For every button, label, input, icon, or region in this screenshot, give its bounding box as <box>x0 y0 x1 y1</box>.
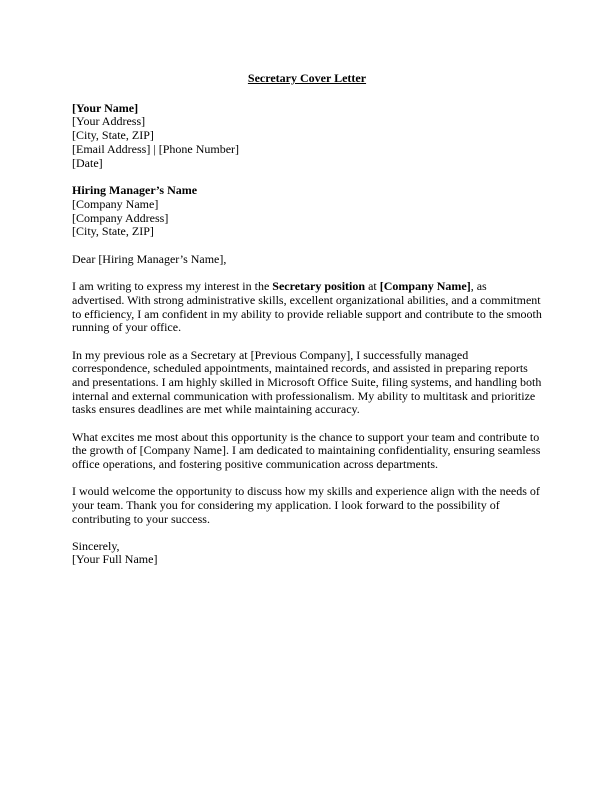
closing: Sincerely, <box>72 538 120 553</box>
recipient-name: Hiring Manager’s Name <box>72 183 198 198</box>
sender-address: [Your Address] <box>72 114 146 129</box>
paragraph-motivation: What excites me most about this opportunity is the chance to support your team and contribute to the growth of [Company Name]. I am dedicated to maintaining confidentiality, ensuring seamless office operations, and fostering positive communication across departments. <box>72 429 541 471</box>
sender-name: [Your Name] <box>72 100 139 115</box>
paragraph-intro <box>72 280 542 335</box>
salutation: Dear [Hiring Manager’s Name], <box>72 252 227 267</box>
paragraph-experience: In my previous role as a Secretary at [Previous Company], I successfully managed correspondence, scheduled appointments, maintained records, and assisted in preparing reports and presentations. I am highly skilled in Microsoft Office Suite, filing systems, and handling both internal and external communication with professionalism. My ability to multitask and prioritize tasks ensures deadlines are met while maintaining accuracy. <box>72 347 542 417</box>
sender-date: [Date] <box>72 155 103 170</box>
document-title: Secretary Cover Letter <box>247 71 367 85</box>
paragraph-intro-pre: I am writing to express my interest in the <box>72 279 273 294</box>
letter-body <box>72 72 542 581</box>
paragraph-intro-mid: at <box>365 279 380 294</box>
company-name: [Company Name] <box>379 279 471 294</box>
sender-block <box>72 102 542 171</box>
paragraph-intro-post: , as advertised. With strong administrative skills, excellent organizational abilities, and a commitment to efficiency, I am confident in my ability to provide reliable support and contribute to the smooth running of your office. <box>72 279 542 335</box>
recipient-block <box>72 184 542 239</box>
recipient-city-state-zip: [City, State, ZIP] <box>72 224 154 239</box>
recipient-company-address: [Company Address] <box>72 210 169 225</box>
signature-name: [Your Full Name] <box>72 552 158 567</box>
position-title: Secretary position <box>272 279 366 294</box>
signature-block <box>72 540 542 567</box>
sender-contact: [Email Address] | [Phone Number] <box>72 141 240 156</box>
paragraph-closing: I would welcome the opportunity to discuss how my skills and experience align with the needs of your team. Thank you for considering my application. I look forward to the possibility of contributing to your success. <box>72 484 540 526</box>
recipient-company: [Company Name] <box>72 196 159 211</box>
sender-city-state-zip: [City, State, ZIP] <box>72 128 154 143</box>
